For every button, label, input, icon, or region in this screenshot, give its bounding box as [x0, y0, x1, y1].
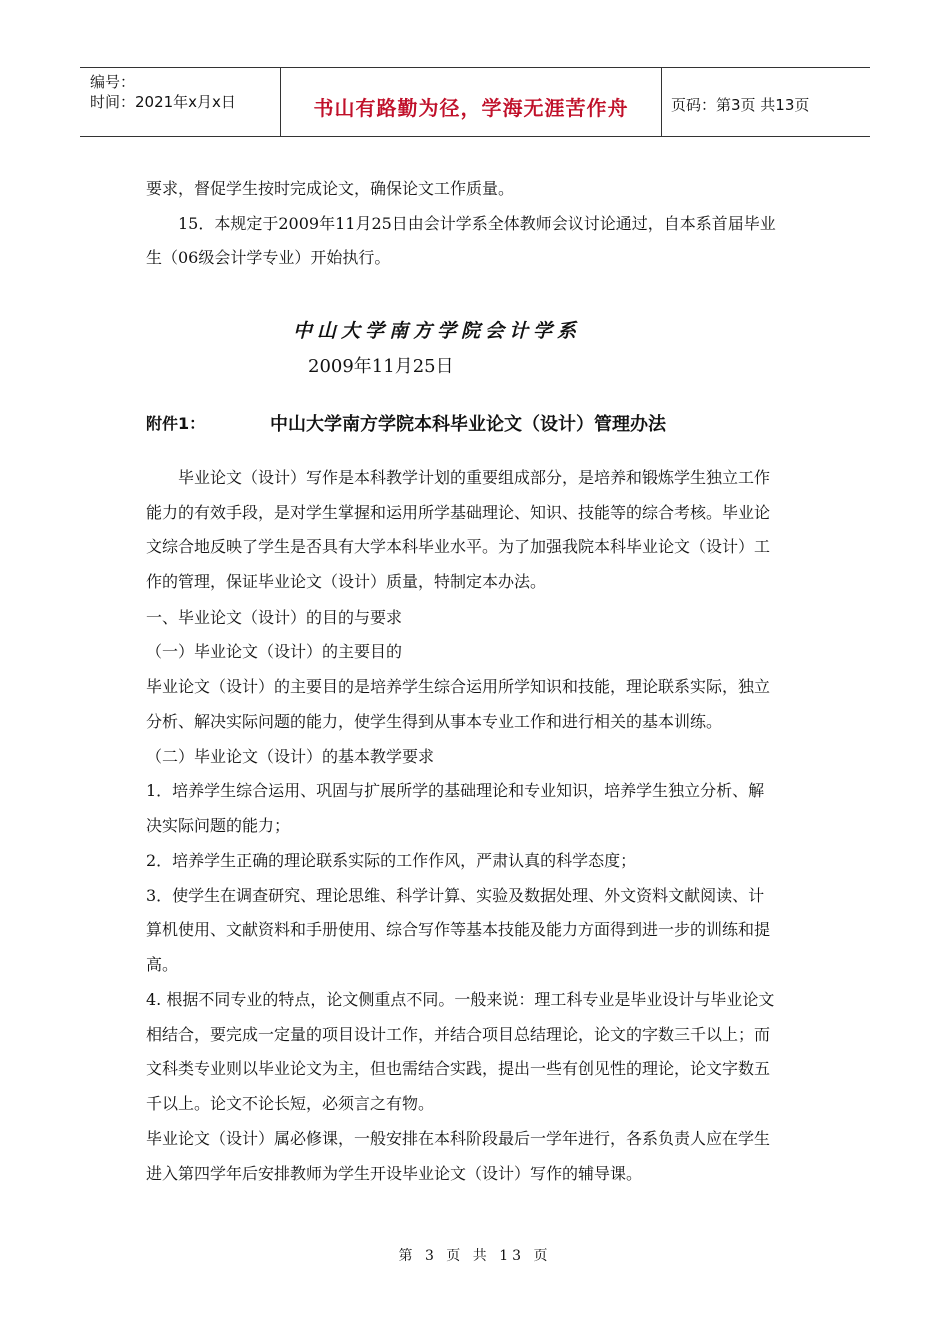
motto: 书山有路勤为径，学海无涯苦作舟: [313, 96, 629, 120]
paragraph-line: 文综合地反映了学生是否具有大学本科毕业水平。为了加强我院本科毕业论文（设计）工: [146, 537, 771, 556]
page-label: 页码：第3页 共13页: [671, 96, 810, 114]
signature-date: 2009年11月25日: [308, 356, 454, 377]
header-motto-cell: [280, 68, 662, 136]
subsection-heading: （二）毕业论文（设计）的基本教学要求: [146, 747, 435, 766]
list-item-cont: 决实际问题的能力；: [146, 816, 291, 835]
list-item: 3．使学生在调查研究、理论思维、科学计算、实验及数据处理、外文资料文献阅读、计: [146, 886, 765, 905]
list-item: 1．培养学生综合运用、巩固与扩展所学的基础理论和专业知识，培养学生独立分析、解: [146, 781, 765, 800]
paragraph-line: 毕业论文（设计）写作是本科教学计划的重要组成部分，是培养和锻炼学生独立工作: [178, 468, 771, 487]
body-line: 要求，督促学生按时完成论文，确保论文工作质量。: [146, 179, 515, 198]
header-page-cell: [661, 68, 870, 136]
list-item: 2．培养学生正确的理论联系实际的工作作风，严肃认真的科学态度；: [146, 851, 637, 870]
list-item-cont: 文科类专业则以毕业论文为主，但也需结合实践，提出一些有创见性的理论，论文字数五: [146, 1059, 771, 1078]
list-item-cont: 千以上。论文不论长短，必须言之有物。: [146, 1094, 435, 1113]
footer-page-number: 第 3 页 共 13 页: [398, 1248, 552, 1264]
list-item: 4. 根据不同专业的特点，论文侧重点不同。一般来说：理工科专业是毕业设计与毕业论文: [146, 990, 775, 1009]
page-footer: [0, 1245, 950, 1265]
page-header: [80, 67, 870, 137]
paragraph-line: 能力的有效手段，是对学生掌握和运用所学基础理论、知识、技能等的综合考核。毕业论: [146, 503, 771, 522]
list-item-cont: 相结合，要完成一定量的项目设计工作，并结合项目总结理论，论文的字数三千以上；而: [146, 1025, 771, 1044]
body-line: 15．本规定于2009年11月25日由会计学系全体教师会议讨论通过，自本系首届毕业: [178, 214, 776, 233]
list-item-cont: 算机使用、文献资料和手册使用、综合写作等基本技能及能力方面得到进一步的训练和提: [146, 920, 771, 939]
time-label: 时间：2021年x月x日: [90, 93, 236, 111]
paragraph-line: 进入第四学年后安排教师为学生开设毕业论文（设计）写作的辅导课。: [146, 1164, 643, 1183]
header-meta: [80, 68, 280, 136]
attachment-label: 附件1：: [146, 414, 206, 433]
signature: 中山大学南方学院会计学系: [293, 320, 582, 342]
list-item-cont: 高。: [146, 955, 179, 974]
paragraph-line: 作的管理，保证毕业论文（设计）质量，特制定本办法。: [146, 572, 547, 591]
paragraph-line: 毕业论文（设计）的主要目的是培养学生综合运用所学知识和技能，理论联系实际，独立: [146, 677, 771, 696]
paragraph-line: 分析、解决实际问题的能力，使学生得到从事本专业工作和进行相关的基本训练。: [146, 712, 723, 731]
number-label: 编号：: [90, 73, 136, 91]
body-line: 生（06级会计学专业）开始执行。: [146, 248, 391, 267]
attachment-title: 中山大学南方学院本科毕业论文（设计）管理办法: [270, 414, 666, 435]
section-heading: 一、毕业论文（设计）的目的与要求: [146, 608, 403, 627]
subsection-heading: （一）毕业论文（设计）的主要目的: [146, 642, 403, 661]
paragraph-line: 毕业论文（设计）属必修课，一般安排在本科阶段最后一学年进行，各系负责人应在学生: [146, 1129, 771, 1148]
